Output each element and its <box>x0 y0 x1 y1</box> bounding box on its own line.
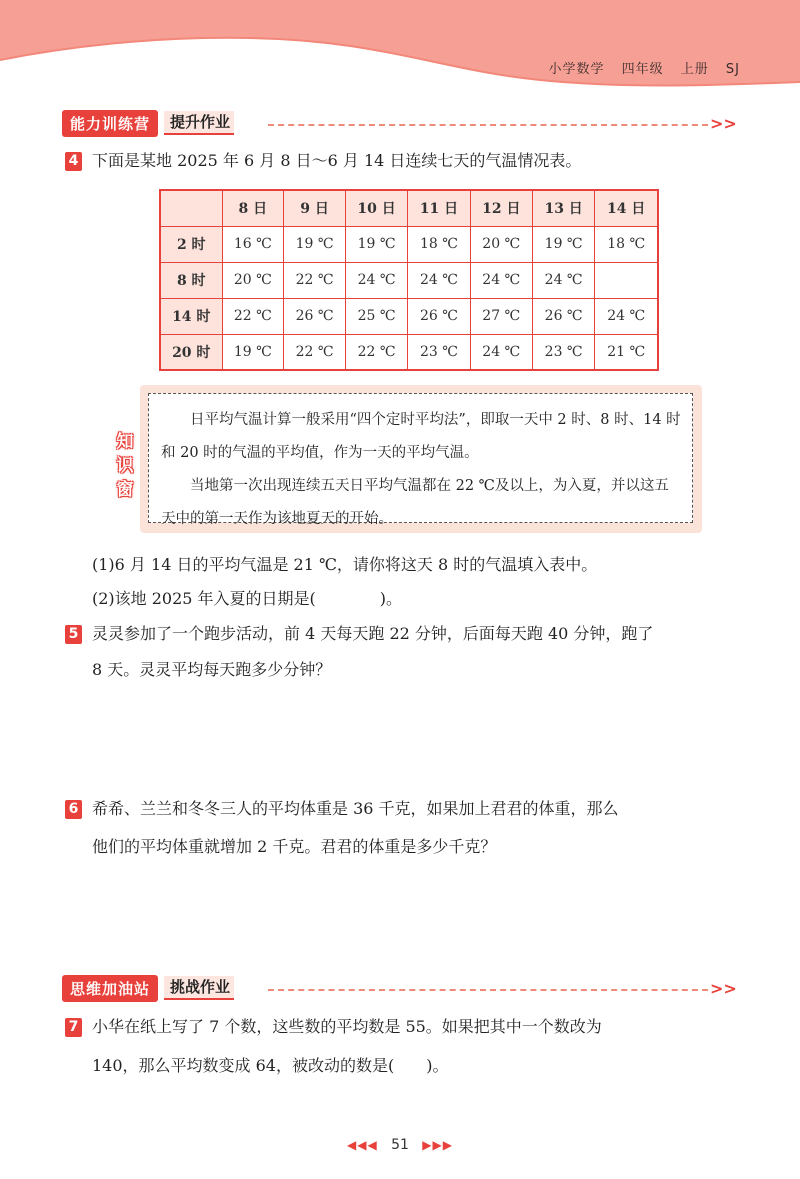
table-header-row <box>160 190 658 226</box>
column-header: 12 日 <box>470 190 532 226</box>
column-header: 13 日 <box>532 190 594 226</box>
knowledge-paragraph: 日平均气温计算一般采用“四个定时平均法”，即取一天中 2 时、8 时、14 时和 20 时的气温的平均值，作为一天的平均气温。 <box>161 412 681 461</box>
table-cell: 24 ℃ <box>532 262 594 298</box>
section-divider <box>268 989 708 991</box>
header-volume: 上册 <box>680 62 709 77</box>
row-header: 2 时 <box>160 226 222 262</box>
section-subtitle: 挑战作业 <box>164 976 234 1000</box>
knowledge-label-char: 识 <box>116 456 134 476</box>
column-header: 9 日 <box>284 190 346 226</box>
section-bar-thinking <box>62 975 234 1001</box>
header-book-info <box>536 58 740 77</box>
table-cell: 20 ℃ <box>470 226 532 262</box>
table-cell: 21 ℃ <box>595 334 658 370</box>
question-text-line: 他们的平均体重就增加 2 千克。君君的体重是多少千克？ <box>92 837 497 856</box>
section-subtitle: 提升作业 <box>164 111 234 135</box>
question-text-line: 希希、兰兰和冬冬三人的平均体重是 36 千克，如果加上君君的体重，那么 <box>92 799 619 818</box>
right-triangles-icon: ▶▶▶ <box>422 1138 453 1152</box>
table-cell: 19 ℃ <box>532 226 594 262</box>
header-edition: SJ <box>725 62 740 77</box>
question-number: 7 <box>65 1018 82 1037</box>
double-chevron-icon: >> <box>710 114 737 133</box>
knowledge-box <box>140 385 702 533</box>
table-corner-cell <box>160 190 222 226</box>
table-cell: 19 ℃ <box>345 226 407 262</box>
temperature-table <box>159 189 659 371</box>
table-cell: 26 ℃ <box>284 298 346 334</box>
column-header: 11 日 <box>408 190 470 226</box>
table-cell: 24 ℃ <box>345 262 407 298</box>
table-cell: 18 ℃ <box>408 226 470 262</box>
question-number: 5 <box>65 625 82 644</box>
knowledge-label-char: 知 <box>116 432 134 452</box>
section-bar-ability <box>62 110 234 136</box>
column-header: 10 日 <box>345 190 407 226</box>
question-text-line: 小华在纸上写了 7 个数，这些数的平均数是 55。如果把其中一个数改为 <box>92 1017 602 1036</box>
question-text-line: 140，那么平均数变成 64，被改动的数是( )。 <box>92 1056 449 1075</box>
table-cell: 24 ℃ <box>470 262 532 298</box>
table-row <box>160 262 658 298</box>
blank-answer-cell[interactable] <box>595 262 658 298</box>
table-cell: 20 ℃ <box>222 262 284 298</box>
question-text: 下面是某地 2025 年 6 月 8 日～6 月 14 日连续七天的气温情况表。 <box>92 151 582 170</box>
table-cell: 22 ℃ <box>284 334 346 370</box>
question-text-line: 8 天。灵灵平均每天跑多少分钟？ <box>92 660 332 679</box>
question-number: 6 <box>65 800 82 819</box>
table-cell: 23 ℃ <box>408 334 470 370</box>
table-cell: 23 ℃ <box>532 334 594 370</box>
table-cell: 25 ℃ <box>345 298 407 334</box>
table-row <box>160 298 658 334</box>
table-cell: 22 ℃ <box>345 334 407 370</box>
page-footer <box>0 1137 800 1153</box>
page-number: 51 <box>391 1137 409 1153</box>
header-grade: 四年级 <box>621 62 664 77</box>
table-cell: 27 ℃ <box>470 298 532 334</box>
header-subject: 小学数学 <box>548 62 605 77</box>
table-cell: 16 ℃ <box>222 226 284 262</box>
row-header: 14 时 <box>160 298 222 334</box>
question-number: 4 <box>65 152 82 171</box>
knowledge-window-label <box>113 430 139 502</box>
row-header: 8 时 <box>160 262 222 298</box>
column-header: 14 日 <box>595 190 658 226</box>
table-cell: 19 ℃ <box>222 334 284 370</box>
knowledge-paragraph: 当地第一次出现连续五天日平均气温都在 22 ℃及以上，为入夏，并以这五天中的第一天作为该地夏天的开始。 <box>161 478 669 527</box>
table-cell: 19 ℃ <box>284 226 346 262</box>
knowledge-label-char: 窗 <box>116 480 134 500</box>
table-cell: 24 ℃ <box>408 262 470 298</box>
table-cell: 22 ℃ <box>222 298 284 334</box>
section-divider <box>268 124 708 126</box>
section-tag: 思维加油站 <box>62 975 158 1002</box>
table-cell: 24 ℃ <box>595 298 658 334</box>
sub-question-2: (2)该地 2025 年入夏的日期是( )。 <box>92 589 403 608</box>
table-cell: 26 ℃ <box>532 298 594 334</box>
row-header: 20 时 <box>160 334 222 370</box>
header-wave-band <box>0 0 800 95</box>
section-tag: 能力训练营 <box>62 110 158 137</box>
sub-question-1: (1)6 月 14 日的平均气温是 21 ℃，请你将这天 8 时的气温填入表中。 <box>92 555 598 574</box>
left-triangles-icon: ◀◀◀ <box>347 1138 378 1152</box>
double-chevron-icon: >> <box>710 979 737 998</box>
column-header: 8 日 <box>222 190 284 226</box>
table-cell: 26 ℃ <box>408 298 470 334</box>
question-text-line: 灵灵参加了一个跑步活动，前 4 天每天跑 22 分钟，后面每天跑 40 分钟，跑了 <box>92 624 654 643</box>
table-row <box>160 334 658 370</box>
knowledge-content <box>148 393 693 527</box>
table-cell: 24 ℃ <box>470 334 532 370</box>
table-cell: 18 ℃ <box>595 226 658 262</box>
table-row <box>160 226 658 262</box>
table-cell: 22 ℃ <box>284 262 346 298</box>
